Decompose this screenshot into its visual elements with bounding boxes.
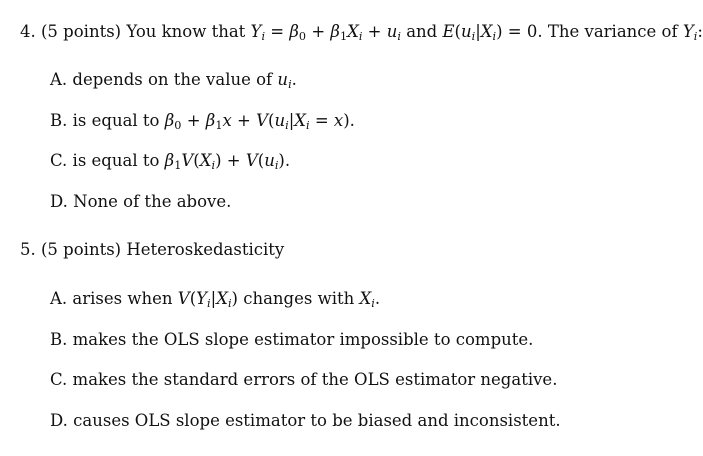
question-5-option-a: A. arises when $V(Y_i|X_i)$ changes with $X_i$.	[50, 289, 381, 311]
question-5-option-d	[50, 411, 561, 431]
regression-equation: $Y_i = \beta_0 + \beta_1X_i + u_i$	[250, 22, 401, 44]
option-text: is equal to	[72, 111, 160, 130]
option-text: causes OLS slope estimator to be biased and inconsistent.	[73, 411, 561, 430]
option-text-tail: changes with	[243, 289, 355, 308]
option-math-tail: $X_i$	[359, 289, 375, 311]
option-text: makes the OLS slope estimator impossible to compute.	[72, 330, 534, 349]
option-letter: D.	[50, 411, 68, 430]
question-4-option-d	[50, 192, 231, 212]
question-5-points: (5 points)	[41, 240, 122, 259]
question-5-stem-text: Heteroskedasticity	[126, 240, 285, 259]
question-4-stem: 4. (5 points) You know that $Y_i = \beta_0 + \beta_1X_i + u_i$ and $E(u_i|X_i) = 0$. The variance of $Y_i$:	[20, 22, 703, 44]
question-4-stem-joiner: and	[406, 22, 438, 41]
option-letter: C.	[50, 370, 68, 389]
question-4-option-b: B. is equal to $\beta_0 + \beta_1x + V(u_i|X_i = x)$.	[50, 111, 355, 133]
option-text: makes the standard errors of the OLS estimator negative.	[72, 370, 558, 389]
question-4-stem-tail: . The variance of	[537, 22, 678, 41]
option-math: $\beta_0 + \beta_1x + V(u_i|X_i = x)$	[164, 111, 350, 133]
option-letter: B.	[50, 330, 68, 349]
option-text: depends on the value of	[72, 70, 273, 89]
question-4-points: (5 points)	[41, 22, 122, 41]
option-text: arises when	[72, 289, 173, 308]
option-text: is equal to	[72, 151, 160, 170]
option-math: $u_i$	[277, 70, 292, 92]
option-letter: C.	[50, 151, 68, 170]
variance-target: $Y_i$	[682, 22, 698, 44]
option-math: $\beta_1V(X_i) + V(u_i)$	[164, 151, 285, 173]
option-math: $V(Y_i|X_i)$	[177, 289, 238, 311]
conditional-mean-assumption: $E(u_i|X_i) = 0$	[442, 22, 538, 44]
question-4-number: 4.	[20, 22, 36, 41]
question-5-number: 5.	[20, 240, 36, 259]
option-text: None of the above.	[73, 192, 232, 211]
question-4-option-c: C. is equal to $\beta_1V(X_i) + V(u_i)$.	[50, 151, 291, 173]
question-5-option-c	[50, 370, 557, 390]
question-4-option-a: A. depends on the value of $u_i$.	[50, 70, 297, 92]
option-letter: D.	[50, 192, 68, 211]
question-4-stem-text: You know that	[126, 22, 246, 41]
option-letter: A.	[50, 70, 68, 89]
question-5-option-b	[50, 330, 533, 350]
option-letter: A.	[50, 289, 68, 308]
question-5-stem	[20, 240, 284, 260]
option-letter: B.	[50, 111, 68, 130]
